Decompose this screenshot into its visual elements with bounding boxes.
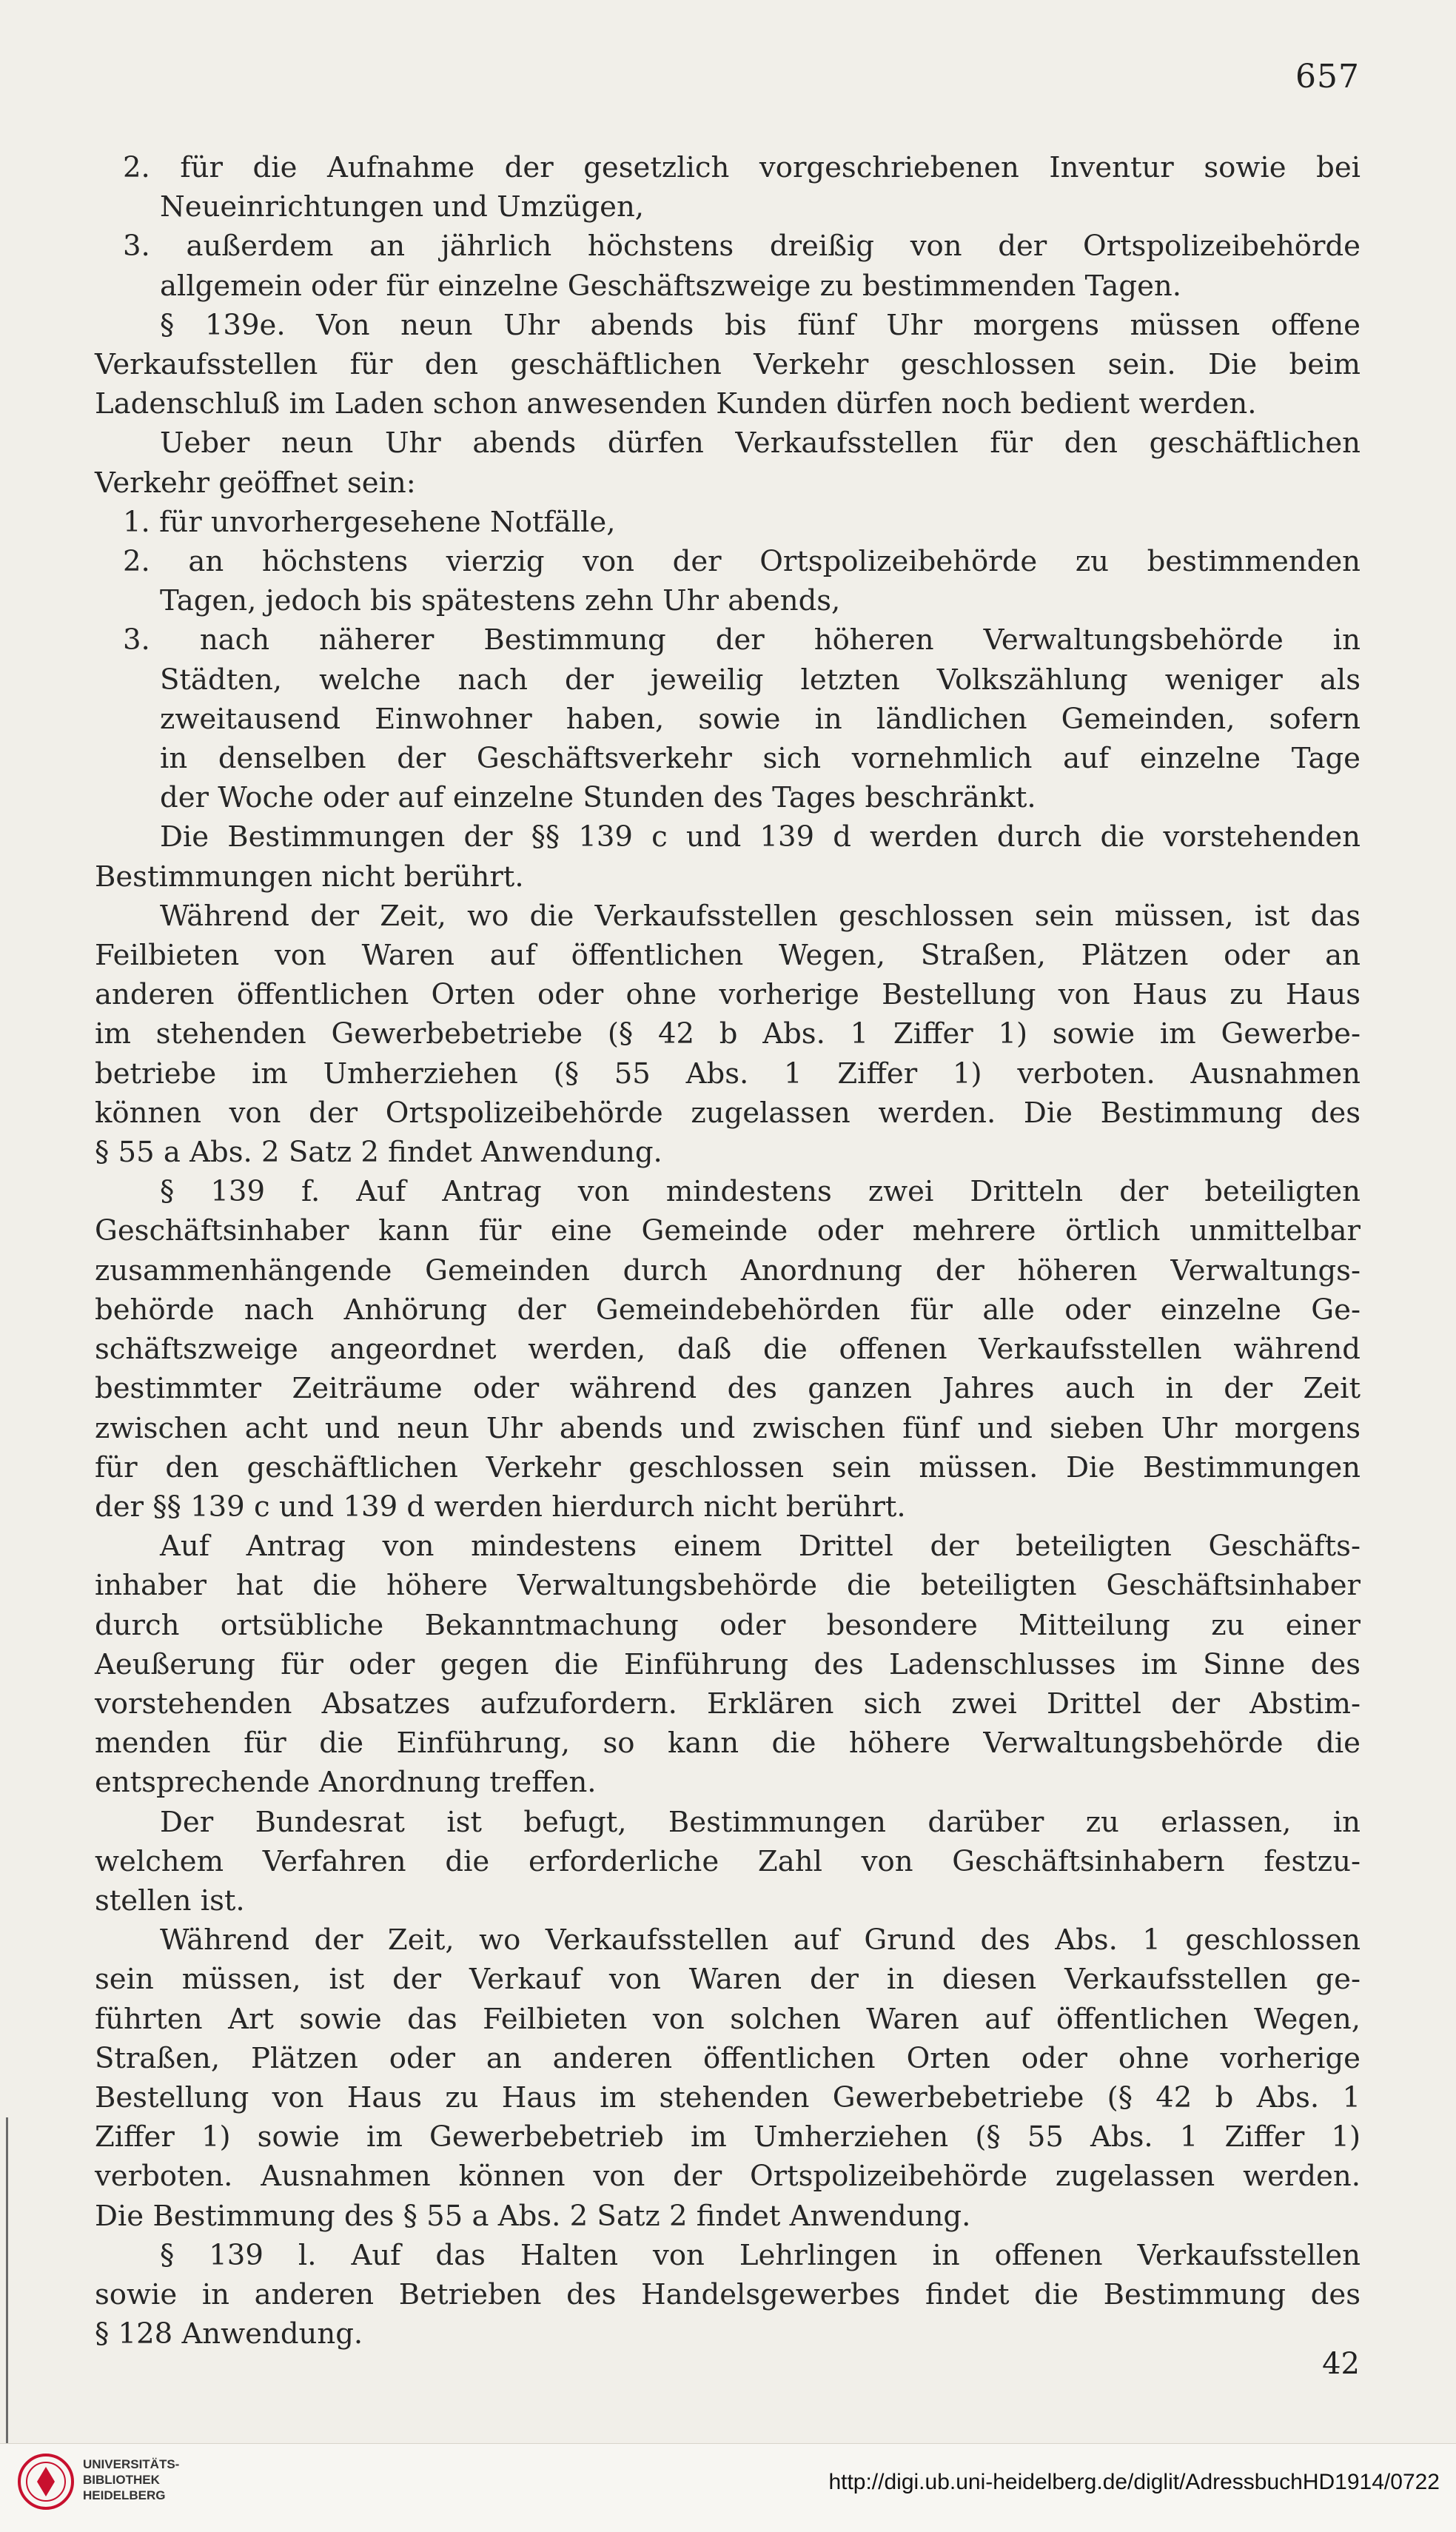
text-line: § 139e. Von neun Uhr abends bis fünf Uhr morgens müssen offene <box>160 308 1361 342</box>
text-line: Der Bundesrat ist befugt, Bestimmungen darüber zu erlassen, in <box>160 1805 1361 1839</box>
text-line: behörde nach Anhörung der Gemeindebehörden für alle oder einzelne Ge- <box>95 1293 1361 1327</box>
text-line: zweitausend Einwohner haben, sowie in ländlichen Gemeinden, sofern <box>160 702 1361 736</box>
text-line: Städten, welche nach der jeweilig letzten Volkszählung weniger als <box>160 663 1361 697</box>
list-item <box>95 503 1361 542</box>
paragraph <box>95 423 1361 502</box>
text-line: § 139 l. Auf das Halten von Lehrlingen in offenen Verkaufsstellen <box>160 2238 1361 2272</box>
text-line: verboten. Ausnahmen können von der Ortspolizeibehörde zugelassen werden. <box>95 2160 1361 2194</box>
text-line: anderen öffentlichen Orten oder ohne vorherige Bestellung von Haus zu Haus <box>95 978 1361 1012</box>
text-line: Während der Zeit, wo Verkaufsstellen auf Grund des Abs. 1 geschlossen <box>160 1923 1361 1957</box>
text-line: Feilbieten von Waren auf öffentlichen Wegen, Straßen, Plätzen oder an <box>95 939 1361 973</box>
signature-mark: 42 <box>1322 2347 1360 2381</box>
text-line: bestimmter Zeiträume oder während des ganzen Jahres auch in der Zeit <box>95 1372 1361 1406</box>
text-line: Bestellung von Haus zu Haus im stehenden Gewerbebetriebe (§ 42 b Abs. 1 <box>95 2080 1361 2114</box>
list-item <box>95 148 1361 227</box>
text-line: 3. nach näherer Bestimmung der höheren Verwaltungsbehörde in <box>123 623 1361 657</box>
page-number: 657 <box>1295 58 1360 96</box>
text-line: Ziffer 1) sowie im Gewerbebetrieb im Umherziehen (§ 55 Abs. 1 Ziffer 1) <box>95 2120 1361 2154</box>
text-line: § 55 a Abs. 2 Satz 2 findet Anwendung. <box>95 1136 662 1170</box>
text-line: Aeußerung für oder gegen die Einführung des Ladenschlusses im Sinne des <box>95 1647 1361 1681</box>
text-line: 3. außerdem an jährlich höchstens dreißig von der Ortspolizeibehörde <box>123 230 1361 264</box>
paragraph <box>95 1527 1361 1802</box>
text-line: Während der Zeit, wo die Verkaufsstellen geschlossen sein müssen, ist das <box>160 899 1361 933</box>
library-logo-text: UNIVERSITÄTS- BIBLIOTHEK HEIDELBERG <box>83 2457 180 2502</box>
text-line: Die Bestimmungen der §§ 139 c und 139 d werden durch die vorstehenden <box>160 820 1361 854</box>
text-line: der Woche oder auf einzelne Stunden des Tages beschränkt. <box>160 781 1036 815</box>
text-line: in denselben der Geschäftsverkehr sich vornehmlich auf einzelne Tage <box>160 742 1361 776</box>
text-line: sowie in anderen Betrieben des Handelsgewerbes findet die Bestimmung des <box>95 2277 1361 2311</box>
text-line: schäftszweige angeordnet werden, daß die offenen Verkaufsstellen während <box>95 1333 1361 1367</box>
body-text <box>95 148 1361 2354</box>
list-item <box>95 542 1361 620</box>
text-line: entsprechende Anordnung treffen. <box>95 1766 597 1800</box>
text-line: führten Art sowie das Feilbieten von solchen Waren auf öffentlichen Wegen, <box>95 2002 1361 2036</box>
list-item <box>95 620 1361 817</box>
text-line: Ladenschluß im Laden schon anwesenden Kunden dürfen noch bedient werden. <box>95 387 1257 421</box>
text-line: allgemein oder für einzelne Geschäftszweige zu bestimmenden Tagen. <box>160 269 1182 303</box>
text-line: Auf Antrag von mindestens einem Drittel der beteiligten Geschäfts- <box>160 1530 1361 1564</box>
text-line: menden für die Einführung, so kann die höhere Verwaltungsbehörde die <box>95 1726 1361 1761</box>
university-seal-icon <box>16 2452 76 2511</box>
text-line: Verkehr geöffnet sein: <box>95 466 416 500</box>
text-line: im stehenden Gewerbebetriebe (§ 42 b Abs. 1 Ziffer 1) sowie im Gewerbe- <box>95 1017 1361 1051</box>
text-line: sein müssen, ist der Verkauf von Waren der in diesen Verkaufsstellen ge- <box>95 1963 1361 1997</box>
text-line: inhaber hat die höhere Verwaltungsbehörde die beteiligten Geschäftsinhaber <box>95 1569 1361 1603</box>
paragraph <box>95 2236 1361 2354</box>
text-line: § 139 f. Auf Antrag von mindestens zwei Dritteln der beteiligten <box>160 1175 1361 1209</box>
text-line: können von der Ortspolizeibehörde zugelassen werden. Die Bestimmung des <box>95 1096 1361 1130</box>
source-url-link[interactable]: http://digi.ub.uni-heidelberg.de/diglit/AdressbuchHD1914/0722 <box>828 2470 1440 2494</box>
text-line: Geschäftsinhaber kann für eine Gemeinde oder mehrere örtlich unmittelbar <box>95 1214 1361 1248</box>
text-line: betriebe im Umherziehen (§ 55 Abs. 1 Ziffer 1) verboten. Ausnahmen <box>95 1056 1361 1091</box>
text-line: welchem Verfahren die erforderliche Zahl von Geschäftsinhabern festzu- <box>95 1844 1361 1878</box>
text-line: Bestimmungen nicht berührt. <box>95 860 524 894</box>
text-line: zusammenhängende Gemeinden durch Anordnung der höheren Verwaltungs- <box>95 1253 1361 1287</box>
list-item <box>95 227 1361 305</box>
text-line: vorstehenden Absatzes aufzufordern. Erklären sich zwei Drittel der Abstim- <box>95 1687 1361 1721</box>
text-line: stellen ist. <box>95 1883 245 1918</box>
text-line: § 128 Anwendung. <box>95 2317 363 2351</box>
text-line: 2. an höchstens vierzig von der Ortspolizeibehörde zu bestimmenden <box>123 545 1361 579</box>
text-line: zwischen acht und neun Uhr abends und zwischen fünf und sieben Uhr morgens <box>95 1411 1361 1445</box>
text-line: der §§ 139 c und 139 d werden hierdurch nicht berührt. <box>95 1490 906 1524</box>
text-line: Ueber neun Uhr abends dürfen Verkaufsstellen für den geschäftlichen <box>160 426 1361 460</box>
text-line: Neueinrichtungen und Umzügen, <box>160 190 645 224</box>
paragraph <box>95 1920 1361 2236</box>
paragraph <box>95 1172 1361 1527</box>
paragraph <box>95 306 1361 424</box>
binding-edge-line <box>6 2117 8 2443</box>
text-line: Straßen, Plätzen oder an anderen öffentlichen Orten oder ohne vorherige <box>95 2041 1361 2075</box>
text-line: 1. für unvorhergesehene Notfälle, <box>123 505 616 539</box>
text-line: Die Bestimmung des § 55 a Abs. 2 Satz 2 findet Anwendung. <box>95 2199 971 2233</box>
text-line: für den geschäftlichen Verkehr geschlossen sein müssen. Die Bestimmungen <box>95 1450 1361 1484</box>
text-line: Verkaufsstellen für den geschäftlichen Verkehr geschlossen sein. Die beim <box>95 348 1361 382</box>
paragraph <box>95 1803 1361 1921</box>
text-line: 2. für die Aufnahme der gesetzlich vorgeschriebenen Inventur sowie bei <box>123 151 1361 184</box>
text-line: durch ortsübliche Bekanntmachung oder besondere Mitteilung zu einer <box>95 1608 1361 1642</box>
text-line: Tagen, jedoch bis spätestens zehn Uhr abends, <box>160 584 841 618</box>
paragraph <box>95 897 1361 1172</box>
paragraph <box>95 817 1361 896</box>
